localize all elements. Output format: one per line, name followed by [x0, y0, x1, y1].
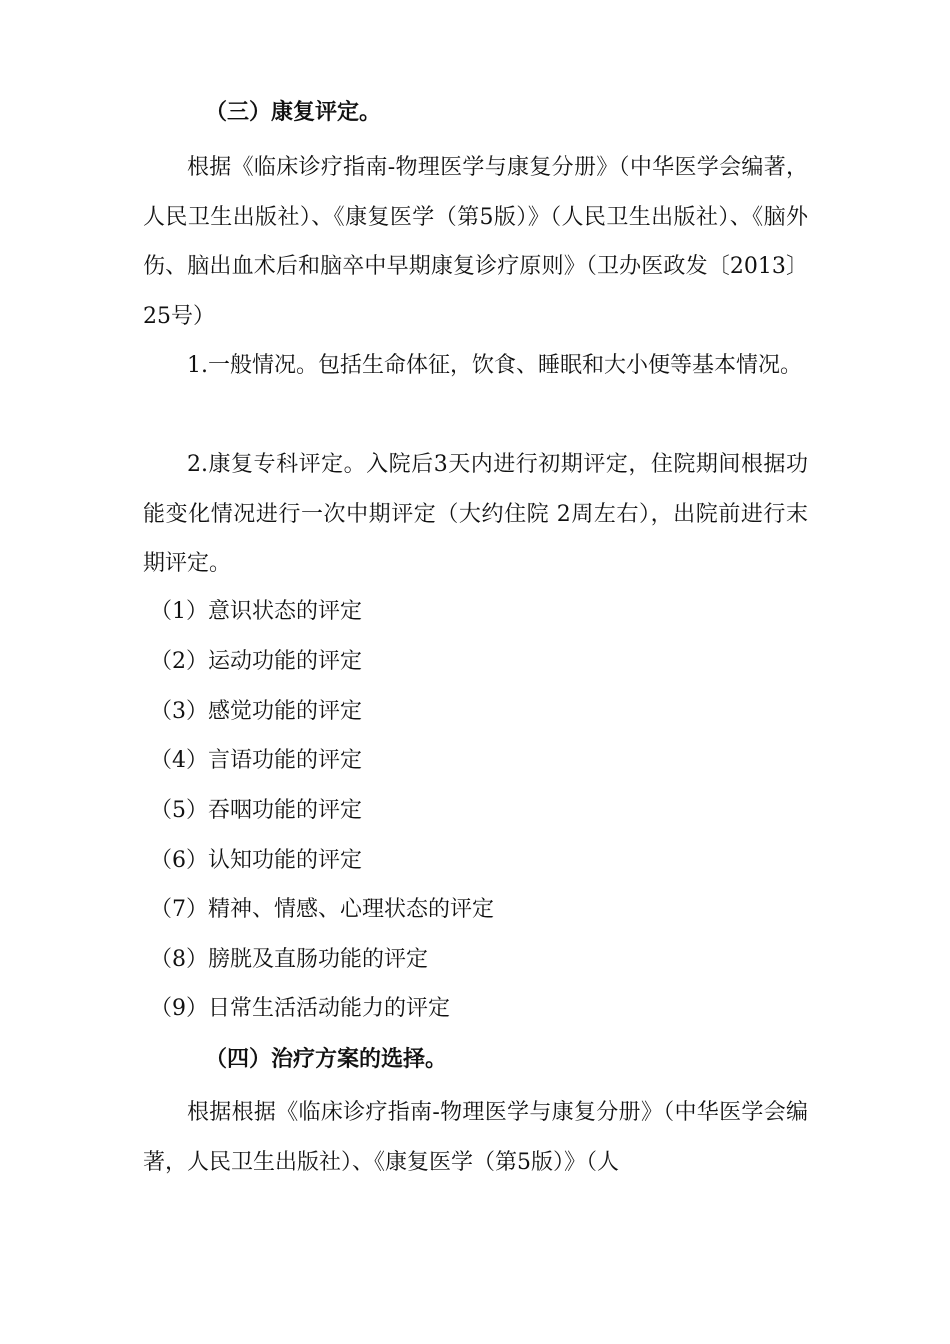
assessment-item-2: （2）运动功能的评定: [150, 649, 362, 674]
section-4-intro-paragraph: 根据根据《临床诊疗指南-物理医学与康复分册》（中华医学会编著，人民卫生出版社）、《康复医学（第5版）》（人: [143, 1100, 808, 1175]
assessment-item-8: （8）膀胱及直肠功能的评定: [150, 947, 428, 972]
assessment-item-1: （1）意识状态的评定: [150, 599, 362, 624]
assessment-item-6: （6）认知功能的评定: [150, 848, 362, 873]
assessment-item-4: （4）言语功能的评定: [150, 748, 362, 773]
assessment-item-5: （5）吞咽功能的评定: [150, 798, 362, 823]
section-3-intro-paragraph: 根据《临床诊疗指南-物理医学与康复分册》（中华医学会编著，人民卫生出版社）、《康复医学（第5版）》（人民卫生出版社）、《脑外伤、脑出血术后和脑卒中早期康复诊疗原则》（卫办医政发〔2013〕25号）: [143, 155, 808, 329]
assessment-item-7: （7）精神、情感、心理状态的评定: [150, 897, 494, 922]
section-3-heading: （三）康复评定。: [205, 100, 382, 125]
assessment-item-9: （9）日常生活活动能力的评定: [150, 996, 450, 1021]
point-2-paragraph: 2.康复专科评定。入院后3天内进行初期评定，住院期间根据功能变化情况进行一次中期评定（大约住院 2周左右），出院前进行末期评定。: [143, 452, 808, 576]
point-1-paragraph: 1.一般情况。包括生命体征，饮食、睡眠和大小便等基本情况。: [187, 353, 802, 378]
section-4-heading: （四）治疗方案的选择。: [205, 1047, 448, 1072]
assessment-item-3: （3）感觉功能的评定: [150, 699, 362, 724]
